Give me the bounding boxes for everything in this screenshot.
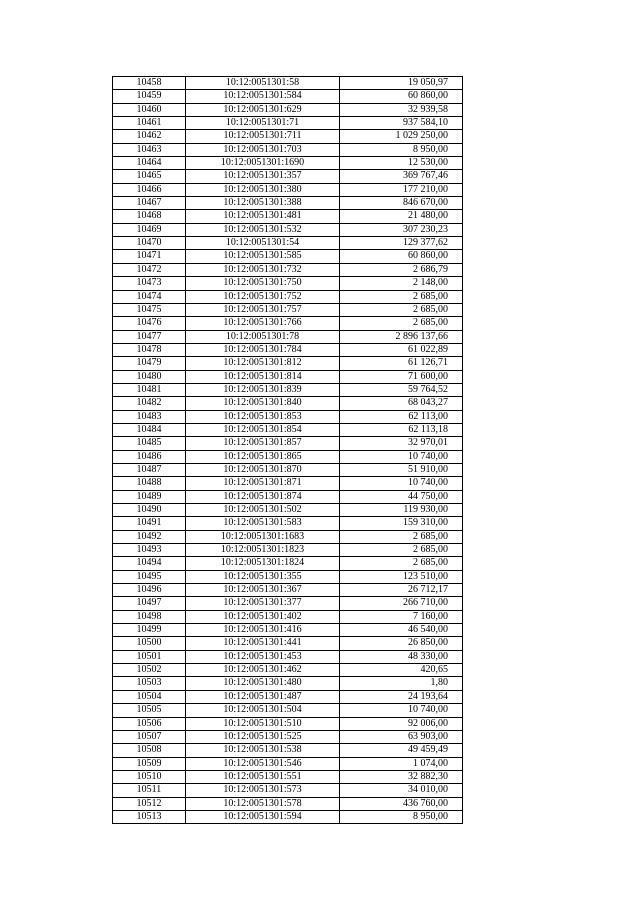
row-number-cell: 10502 [113, 664, 186, 677]
row-number-cell: 10470 [113, 237, 186, 250]
table-row [113, 570, 463, 583]
table-row [113, 357, 463, 370]
row-number-cell: 10485 [113, 437, 186, 450]
row-number-cell: 10487 [113, 463, 186, 476]
amount-cell: 1 029 250,00 [340, 130, 463, 143]
cadastral-number-cell: 10:12:0051301:784 [186, 343, 340, 356]
amount-cell: 846 670,00 [340, 197, 463, 210]
amount-cell: 2 685,00 [340, 557, 463, 570]
cadastral-number-cell: 10:12:0051301:703 [186, 143, 340, 156]
cadastral-number-cell: 10:12:0051301:71 [186, 117, 340, 130]
row-number-cell: 10489 [113, 490, 186, 503]
row-number-cell: 10497 [113, 597, 186, 610]
amount-cell: 937 584,10 [340, 117, 463, 130]
row-number-cell: 10481 [113, 383, 186, 396]
amount-cell: 420,65 [340, 664, 463, 677]
table-row [113, 770, 463, 783]
table-row [113, 157, 463, 170]
amount-cell: 12 530,00 [340, 157, 463, 170]
cadastral-number-cell: 10:12:0051301:871 [186, 477, 340, 490]
amount-cell: 369 767,46 [340, 170, 463, 183]
amount-cell: 123 510,00 [340, 570, 463, 583]
row-number-cell: 10493 [113, 544, 186, 557]
amount-cell: 24 193,64 [340, 690, 463, 703]
row-number-cell: 10463 [113, 143, 186, 156]
amount-cell: 129 377,62 [340, 237, 463, 250]
row-number-cell: 10499 [113, 624, 186, 637]
amount-cell: 60 860,00 [340, 250, 463, 263]
cadastral-table [112, 76, 463, 824]
row-number-cell: 10501 [113, 650, 186, 663]
amount-cell: 92 006,00 [340, 717, 463, 730]
table-row [113, 810, 463, 823]
table-row [113, 183, 463, 196]
cadastral-number-cell: 10:12:0051301:857 [186, 437, 340, 450]
amount-cell: 60 860,00 [340, 90, 463, 103]
table-row [113, 410, 463, 423]
row-number-cell: 10495 [113, 570, 186, 583]
amount-cell: 307 230,23 [340, 223, 463, 236]
row-number-cell: 10476 [113, 317, 186, 330]
amount-cell: 32 882,30 [340, 770, 463, 783]
row-number-cell: 10482 [113, 397, 186, 410]
cadastral-number-cell: 10:12:0051301:538 [186, 744, 340, 757]
row-number-cell: 10513 [113, 810, 186, 823]
cadastral-number-cell: 10:12:0051301:750 [186, 277, 340, 290]
table-row [113, 584, 463, 597]
table-row [113, 237, 463, 250]
amount-cell: 10 740,00 [340, 477, 463, 490]
table-row [113, 650, 463, 663]
row-number-cell: 10479 [113, 357, 186, 370]
amount-cell: 59 764,52 [340, 383, 463, 396]
table-row [113, 690, 463, 703]
cadastral-number-cell: 10:12:0051301:380 [186, 183, 340, 196]
row-number-cell: 10465 [113, 170, 186, 183]
amount-cell: 62 113,18 [340, 423, 463, 436]
amount-cell: 61 126,71 [340, 357, 463, 370]
amount-cell: 61 022,89 [340, 343, 463, 356]
table-row [113, 250, 463, 263]
amount-cell: 2 685,00 [340, 303, 463, 316]
row-number-cell: 10462 [113, 130, 186, 143]
table-row [113, 544, 463, 557]
table-row [113, 477, 463, 490]
amount-cell: 48 330,00 [340, 650, 463, 663]
amount-cell: 26 850,00 [340, 637, 463, 650]
row-number-cell: 10509 [113, 757, 186, 770]
row-number-cell: 10484 [113, 423, 186, 436]
cadastral-number-cell: 10:12:0051301:812 [186, 357, 340, 370]
cadastral-number-cell: 10:12:0051301:525 [186, 730, 340, 743]
cadastral-number-cell: 10:12:0051301:814 [186, 370, 340, 383]
amount-cell: 26 712,17 [340, 584, 463, 597]
cadastral-number-cell: 10:12:0051301:1823 [186, 544, 340, 557]
row-number-cell: 10503 [113, 677, 186, 690]
cadastral-number-cell: 10:12:0051301:453 [186, 650, 340, 663]
cadastral-number-cell: 10:12:0051301:1683 [186, 530, 340, 543]
row-number-cell: 10500 [113, 637, 186, 650]
table-row [113, 197, 463, 210]
table-row [113, 450, 463, 463]
table-row [113, 263, 463, 276]
cadastral-number-cell: 10:12:0051301:839 [186, 383, 340, 396]
cadastral-number-cell: 10:12:0051301:629 [186, 103, 340, 116]
cadastral-number-cell: 10:12:0051301:583 [186, 517, 340, 530]
amount-cell: 46 540,00 [340, 624, 463, 637]
table-row [113, 744, 463, 757]
cadastral-number-cell: 10:12:0051301:402 [186, 610, 340, 623]
row-number-cell: 10507 [113, 730, 186, 743]
amount-cell: 51 910,00 [340, 463, 463, 476]
table-body [113, 77, 463, 824]
row-number-cell: 10510 [113, 770, 186, 783]
row-number-cell: 10467 [113, 197, 186, 210]
row-number-cell: 10475 [113, 303, 186, 316]
amount-cell: 68 043,27 [340, 397, 463, 410]
row-number-cell: 10498 [113, 610, 186, 623]
table-row [113, 677, 463, 690]
row-number-cell: 10512 [113, 797, 186, 810]
amount-cell: 32 970,01 [340, 437, 463, 450]
row-number-cell: 10492 [113, 530, 186, 543]
amount-cell: 2 685,00 [340, 544, 463, 557]
amount-cell: 1 074,00 [340, 757, 463, 770]
row-number-cell: 10468 [113, 210, 186, 223]
table-row [113, 517, 463, 530]
row-number-cell: 10459 [113, 90, 186, 103]
amount-cell: 119 930,00 [340, 504, 463, 517]
amount-cell: 2 148,00 [340, 277, 463, 290]
cadastral-number-cell: 10:12:0051301:416 [186, 624, 340, 637]
row-number-cell: 10494 [113, 557, 186, 570]
table-row [113, 170, 463, 183]
table-row [113, 223, 463, 236]
amount-cell: 2 896 137,66 [340, 330, 463, 343]
cadastral-number-cell: 10:12:0051301:367 [186, 584, 340, 597]
amount-cell: 19 050,97 [340, 77, 463, 90]
amount-cell: 62 113,00 [340, 410, 463, 423]
table-row [113, 90, 463, 103]
cadastral-number-cell: 10:12:0051301:546 [186, 757, 340, 770]
row-number-cell: 10469 [113, 223, 186, 236]
table-row [113, 130, 463, 143]
cadastral-number-cell: 10:12:0051301:388 [186, 197, 340, 210]
amount-cell: 44 750,00 [340, 490, 463, 503]
cadastral-number-cell: 10:12:0051301:480 [186, 677, 340, 690]
amount-cell: 8 950,00 [340, 810, 463, 823]
cadastral-number-cell: 10:12:0051301:752 [186, 290, 340, 303]
table-row [113, 530, 463, 543]
cadastral-number-cell: 10:12:0051301:504 [186, 704, 340, 717]
amount-cell: 1,80 [340, 677, 463, 690]
amount-cell: 159 310,00 [340, 517, 463, 530]
cadastral-number-cell: 10:12:0051301:462 [186, 664, 340, 677]
row-number-cell: 10466 [113, 183, 186, 196]
table-row [113, 423, 463, 436]
cadastral-number-cell: 10:12:0051301:551 [186, 770, 340, 783]
cadastral-number-cell: 10:12:0051301:1690 [186, 157, 340, 170]
cadastral-number-cell: 10:12:0051301:78 [186, 330, 340, 343]
row-number-cell: 10504 [113, 690, 186, 703]
table-row [113, 637, 463, 650]
row-number-cell: 10472 [113, 263, 186, 276]
amount-cell: 34 010,00 [340, 784, 463, 797]
table-row [113, 797, 463, 810]
row-number-cell: 10458 [113, 77, 186, 90]
amount-cell: 71 600,00 [340, 370, 463, 383]
row-number-cell: 10461 [113, 117, 186, 130]
cadastral-number-cell: 10:12:0051301:711 [186, 130, 340, 143]
amount-cell: 436 760,00 [340, 797, 463, 810]
row-number-cell: 10471 [113, 250, 186, 263]
row-number-cell: 10478 [113, 343, 186, 356]
amount-cell: 21 480,00 [340, 210, 463, 223]
cadastral-number-cell: 10:12:0051301:573 [186, 784, 340, 797]
cadastral-number-cell: 10:12:0051301:578 [186, 797, 340, 810]
amount-cell: 10 740,00 [340, 450, 463, 463]
amount-cell: 266 710,00 [340, 597, 463, 610]
cadastral-number-cell: 10:12:0051301:840 [186, 397, 340, 410]
table-row [113, 103, 463, 116]
cadastral-number-cell: 10:12:0051301:487 [186, 690, 340, 703]
cadastral-number-cell: 10:12:0051301:584 [186, 90, 340, 103]
row-number-cell: 10464 [113, 157, 186, 170]
row-number-cell: 10506 [113, 717, 186, 730]
cadastral-number-cell: 10:12:0051301:54 [186, 237, 340, 250]
table-row [113, 437, 463, 450]
row-number-cell: 10490 [113, 504, 186, 517]
table-row [113, 717, 463, 730]
table-row [113, 383, 463, 396]
cadastral-number-cell: 10:12:0051301:481 [186, 210, 340, 223]
amount-cell: 177 210,00 [340, 183, 463, 196]
table-row [113, 77, 463, 90]
row-number-cell: 10511 [113, 784, 186, 797]
amount-cell: 2 685,00 [340, 317, 463, 330]
table-row [113, 117, 463, 130]
cadastral-number-cell: 10:12:0051301:502 [186, 504, 340, 517]
cadastral-number-cell: 10:12:0051301:865 [186, 450, 340, 463]
row-number-cell: 10473 [113, 277, 186, 290]
table-row [113, 463, 463, 476]
row-number-cell: 10477 [113, 330, 186, 343]
row-number-cell: 10488 [113, 477, 186, 490]
table-row [113, 370, 463, 383]
cadastral-number-cell: 10:12:0051301:1824 [186, 557, 340, 570]
row-number-cell: 10460 [113, 103, 186, 116]
table-row [113, 210, 463, 223]
amount-cell: 2 686,79 [340, 263, 463, 276]
cadastral-number-cell: 10:12:0051301:510 [186, 717, 340, 730]
amount-cell: 10 740,00 [340, 704, 463, 717]
amount-cell: 8 950,00 [340, 143, 463, 156]
table-row [113, 504, 463, 517]
table-row [113, 290, 463, 303]
cadastral-number-cell: 10:12:0051301:355 [186, 570, 340, 583]
row-number-cell: 10496 [113, 584, 186, 597]
row-number-cell: 10508 [113, 744, 186, 757]
table-row [113, 397, 463, 410]
cadastral-number-cell: 10:12:0051301:585 [186, 250, 340, 263]
cadastral-number-cell: 10:12:0051301:594 [186, 810, 340, 823]
table-row [113, 557, 463, 570]
cadastral-number-cell: 10:12:0051301:58 [186, 77, 340, 90]
table-row [113, 704, 463, 717]
table-row [113, 624, 463, 637]
cadastral-number-cell: 10:12:0051301:853 [186, 410, 340, 423]
table-row [113, 784, 463, 797]
row-number-cell: 10480 [113, 370, 186, 383]
cadastral-number-cell: 10:12:0051301:870 [186, 463, 340, 476]
cadastral-number-cell: 10:12:0051301:766 [186, 317, 340, 330]
table-row [113, 757, 463, 770]
row-number-cell: 10483 [113, 410, 186, 423]
row-number-cell: 10486 [113, 450, 186, 463]
amount-cell: 63 903,00 [340, 730, 463, 743]
amount-cell: 2 685,00 [340, 530, 463, 543]
amount-cell: 32 939,58 [340, 103, 463, 116]
table-row [113, 664, 463, 677]
cadastral-number-cell: 10:12:0051301:757 [186, 303, 340, 316]
cadastral-number-cell: 10:12:0051301:874 [186, 490, 340, 503]
table-row [113, 330, 463, 343]
table-row [113, 143, 463, 156]
table-row [113, 597, 463, 610]
table-row [113, 277, 463, 290]
cadastral-number-cell: 10:12:0051301:357 [186, 170, 340, 183]
table-row [113, 317, 463, 330]
row-number-cell: 10491 [113, 517, 186, 530]
table-row [113, 610, 463, 623]
table-row [113, 730, 463, 743]
cadastral-number-cell: 10:12:0051301:441 [186, 637, 340, 650]
cadastral-number-cell: 10:12:0051301:377 [186, 597, 340, 610]
amount-cell: 2 685,00 [340, 290, 463, 303]
amount-cell: 49 459,49 [340, 744, 463, 757]
row-number-cell: 10505 [113, 704, 186, 717]
cadastral-number-cell: 10:12:0051301:854 [186, 423, 340, 436]
table-row [113, 490, 463, 503]
cadastral-number-cell: 10:12:0051301:732 [186, 263, 340, 276]
amount-cell: 7 160,00 [340, 610, 463, 623]
table-row [113, 303, 463, 316]
cadastral-number-cell: 10:12:0051301:532 [186, 223, 340, 236]
table-row [113, 343, 463, 356]
row-number-cell: 10474 [113, 290, 186, 303]
